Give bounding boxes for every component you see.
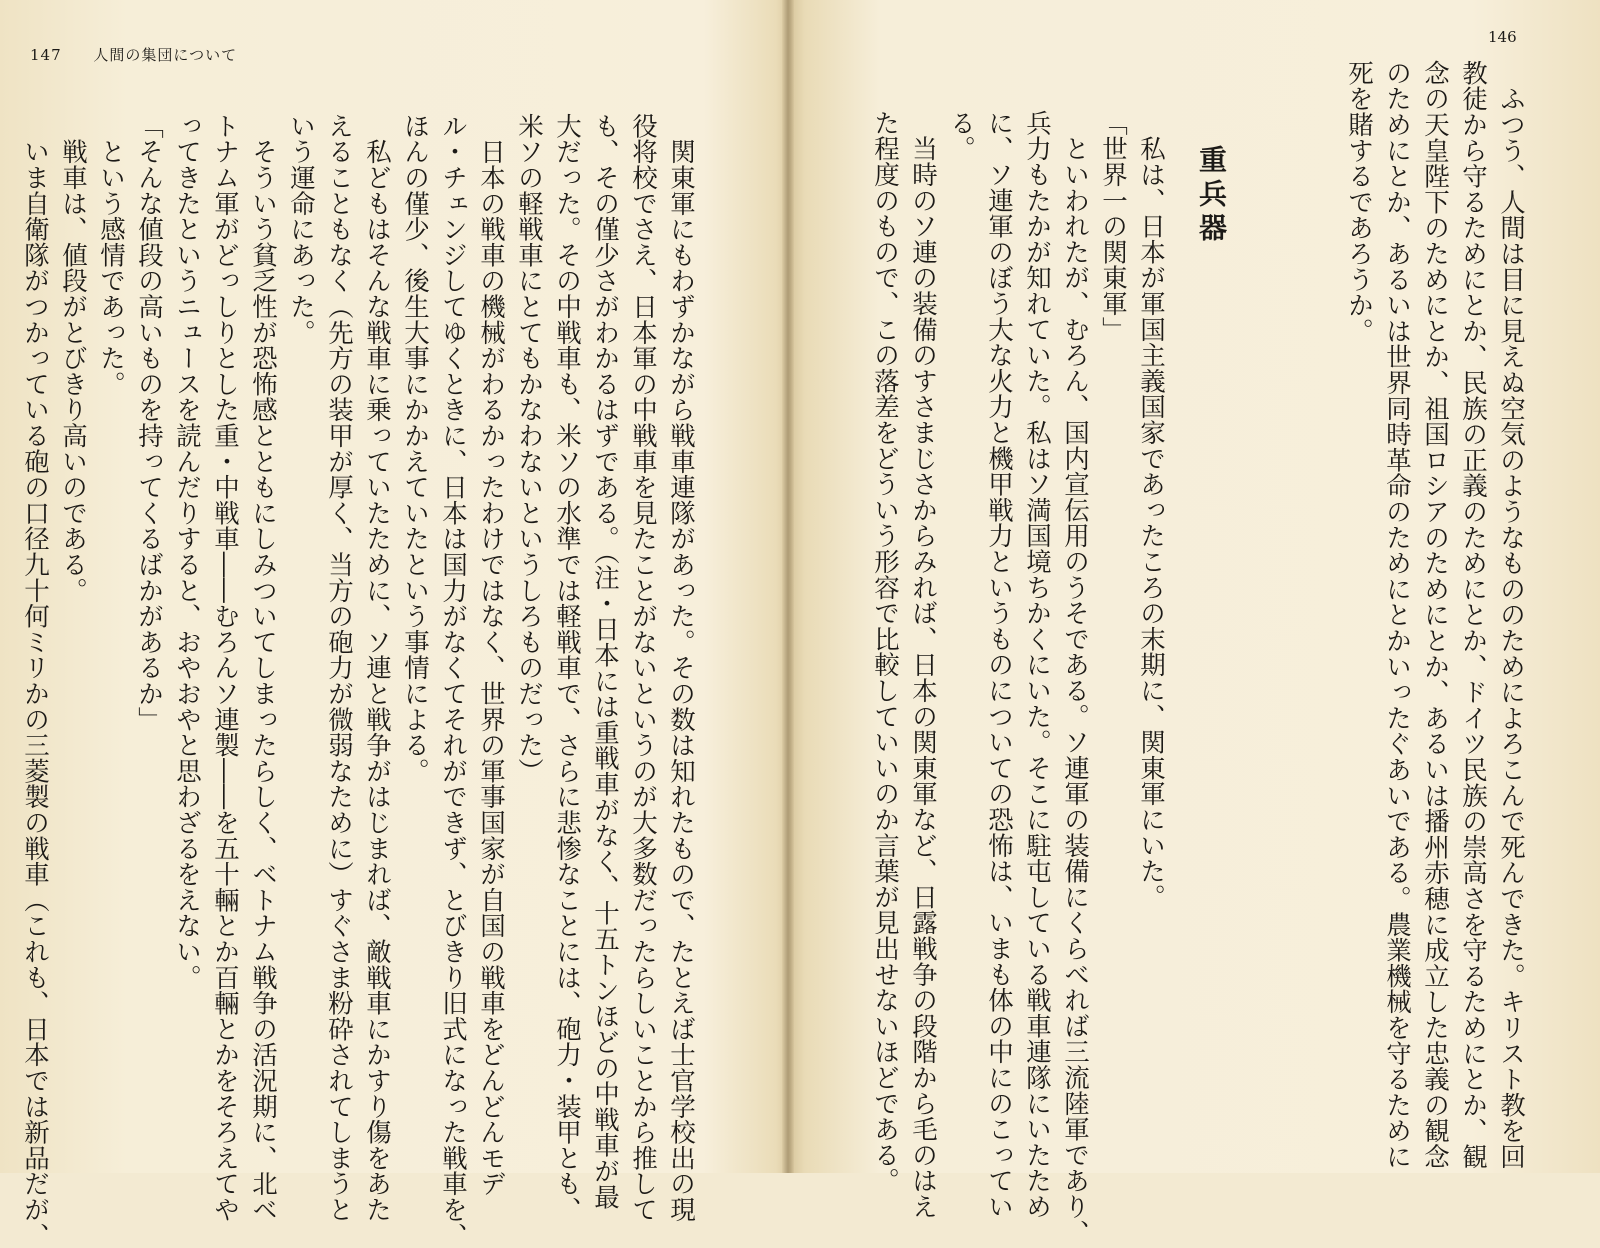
text-line: ル・チェンジしてゆくときに、日本は国力がなくてそれができず、とびきり旧式になった戦車を、	[438, 113, 468, 1248]
text-line: という感情であった。	[96, 113, 126, 397]
text-line: 教徒から守るためにとか、民族の正義のためにとか、ドイツ民族の崇高さを守るためにとか、観	[1458, 60, 1488, 1170]
right-page	[790, 0, 1600, 1246]
text-line: 念の天皇陛下のためにとか、祖国ロシアのためにとか、あるいは播州赤穂に成立した忠義の観念	[1420, 60, 1450, 1170]
running-header	[30, 44, 237, 65]
left-page	[0, 0, 790, 1248]
text-line: 大だった。その中戦車も、米ソの水準では軽戦車で、さらに悲惨なことには、砲力・装甲とも、	[552, 113, 582, 1223]
text-line: 役将校でさえ、日本軍の中戦車を見たことがないというのが大多数だったらしいことから推して	[628, 113, 658, 1223]
text-line: 関東軍にもわずかながら戦車連隊があった。その数は知れたもので、たとえば士官学校出の現	[666, 113, 696, 1223]
text-line: に、ソ連軍のぼう大な火力と機甲戦力というものについての恐怖は、いまも体の中にのこってい	[984, 110, 1014, 1220]
text-line: 私は、日本が軍国主義国家であったころの末期に、関東軍にいた。	[1136, 110, 1166, 910]
text-line: も、その僅少さがわかるはずである。（注・日本には重戦車がなく、十五トンほどの中戦車が最	[590, 113, 620, 1210]
text-line: ってきたというニュースを読んだりすると、おやおやと思わざるをえない。	[172, 113, 202, 991]
body-text	[866, 110, 1170, 1246]
section-title: 重兵器	[1195, 145, 1228, 247]
text-line: た程度のもので、この落差をどういう形容で比較していいのか言葉が見出せないほどである。	[870, 110, 900, 1194]
text-line: トナム軍がどっしりとした重・中戦車――むろんソ連製――を五十輛とか百輛とかをそろえてや	[210, 113, 240, 1223]
text-line: そういう貧乏性が恐怖感とともにしみついてしまったらしく、ベトナム戦争の活況期に、北ベ	[248, 113, 278, 1223]
text-line: 戦車は、値段がとびきり高いのである。	[58, 113, 88, 604]
text-line: えることもなく（先方の装甲が厚く、当方の砲力が微弱なために）すぐさま粉砕されてしまうと	[324, 113, 354, 1223]
text-line: 「世界一の関東軍」	[1098, 110, 1128, 343]
text-line: 米ソの軽戦車にとてもかなわないというしろものだった）	[514, 113, 544, 784]
text-line: いま自衛隊がつかっている砲の口径九十何ミリかの三菱製の戦車（これも、日本では新品だが、	[20, 113, 50, 1248]
text-line: 兵力もたかが知れていた。私はソ満国境ちかくにいた。そこに駐屯している戦車連隊にいたため	[1022, 110, 1052, 1220]
text-line: 死を賭するであろうか。	[1344, 60, 1374, 344]
text-line: る。	[946, 110, 976, 162]
page-number: 147	[30, 46, 62, 64]
running-title: 人間の集団について	[93, 46, 238, 64]
opening-paragraph	[1340, 60, 1530, 1170]
text-line: ほんの僅少、後生大事にかかえていたという事情による。	[400, 113, 430, 784]
text-line: 当時のソ連の装備のすさまじさからみれば、日本の関東軍など、日露戦争の段階から毛のはえ	[908, 110, 938, 1220]
text-line: のためにとか、あるいは世界同時革命のためにとかいったぐあいである。農業機械を守るために	[1382, 60, 1412, 1170]
text-line: 「そんな値段の高いものを持ってくるばかがあるか」	[134, 113, 164, 733]
text-line: ふつう、人間は目に見えぬ空気のようなもののためによろこんで死んできた。キリスト教を回	[1496, 60, 1526, 1170]
text-line: 私どもはそんな戦車に乗っていたために、ソ連と戦争がはじまれば、敵戦車にかすり傷をあた	[362, 113, 392, 1223]
page-number: 146	[1488, 28, 1517, 46]
text-line: 日本の戦車の機械がわるかったわけではなく、世界の軍事国家が自国の戦車をどんどんモデ	[476, 113, 506, 1197]
body-text	[16, 113, 700, 1248]
text-line: いう運命にあった。	[286, 113, 316, 346]
text-line: といわれたが、むろん、国内宣伝用のうそである。ソ連軍の装備にくらべれば三流陸軍であり、	[1060, 110, 1090, 1246]
